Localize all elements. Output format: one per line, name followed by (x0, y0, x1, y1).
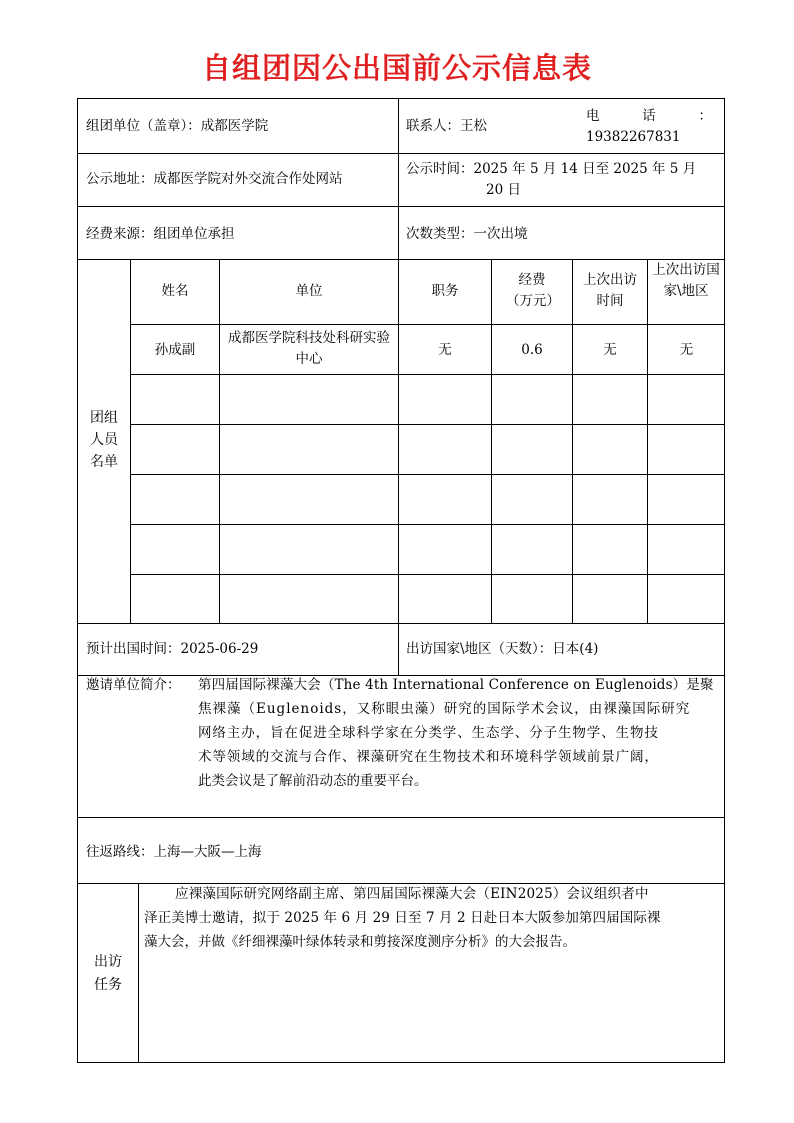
org-field (86, 115, 268, 137)
column-header-last-visit-time: 上次出访时间 (583, 272, 637, 309)
departure-date-value: 2025-06-29 (180, 641, 259, 657)
member-col-divider (130, 259, 131, 623)
route-label: 往返路线： (86, 844, 154, 860)
invitation-line: 术等领域的交流与合作、裸藻研究在生物技术和环境科学领域前景广阔， (198, 749, 659, 765)
col-divider (398, 98, 399, 259)
member-unit: 成都医学院科技处科研实验中心 (228, 330, 390, 367)
invitation-line: 第四届国际裸藻大会（The 4th International Conference on Euglenoids）是聚 (198, 677, 714, 693)
phone-label: 电 话 ： (586, 108, 712, 124)
mission-line: 应裸藻国际研究网络副主席、第四届国际裸藻大会（EIN2025）会议组织者中 (175, 886, 649, 902)
row-divider (77, 206, 725, 207)
column-header-name: 姓名 (161, 283, 189, 299)
member-name: 孙成副 (154, 342, 196, 358)
funding-label: 经费来源： (86, 226, 154, 242)
period-value-line2: 20 日 (486, 182, 521, 198)
address-value: 成都医学院对外交流合作处网站 (153, 171, 343, 187)
member-col-divider (219, 259, 220, 623)
invitation-line: 焦裸藻（Euglenoids，又称眼虫藻）研究的国际学术会议，由裸藻国际研究 (198, 701, 691, 717)
row-divider (77, 817, 725, 818)
departure-country-field (406, 638, 598, 660)
row-divider (77, 623, 725, 624)
invitation-line: 网络主办，旨在促进全球科学家在分类学、生态学、分子生物学、生物技 (198, 725, 659, 741)
mission-line: 泽正美博士邀请，拟于 2025 年 6 月 29 日至 7 月 2 日赴日本大阪参加第四届国际裸 (144, 910, 661, 926)
member-col-divider (647, 259, 648, 623)
org-value: 成都医学院 (200, 118, 269, 134)
departure-country-label: 出访国家\地区（天数）： (406, 641, 553, 657)
column-header-funds: 经费（万元） (506, 272, 560, 309)
trip-type-value: 一次出境 (473, 226, 528, 242)
invitation-label: 邀请单位简介： (86, 677, 181, 693)
contact-label: 联系人： (406, 118, 460, 134)
column-header-unit: 单位 (295, 283, 323, 299)
column-header-last-visit-country: 上次出访国家\地区 (652, 262, 720, 299)
col-divider (138, 883, 139, 1063)
column-header-position: 职务 (431, 283, 459, 299)
member-col-divider (491, 259, 492, 623)
trip-type-label: 次数类型： (406, 226, 474, 242)
period-value-line1: 2025 年 5 月 14 日至 2025 年 5 月 (473, 161, 697, 177)
period-label: 公示时间： (406, 161, 474, 177)
member-col-divider (572, 259, 573, 623)
col-divider (398, 623, 399, 675)
member-last-visit-time: 无 (603, 342, 617, 358)
member-position: 无 (438, 342, 452, 358)
contact-field (406, 115, 487, 137)
funding-field (86, 223, 235, 245)
row-divider (77, 153, 725, 154)
member-funds: 0.6 (521, 342, 543, 358)
departure-date-field (86, 638, 258, 660)
address-label: 公示地址： (86, 171, 154, 187)
page-title: 自组团因公出国前公示信息表 (201, 51, 592, 85)
member-col-divider (398, 259, 399, 623)
mission-line: 藻大会，并做《纤细裸藻叶绿体转录和剪接深度测序分析》的大会报告。 (144, 934, 576, 950)
mission-label: 出访任务 (94, 954, 122, 993)
invitation-line: 此类会议是了解前沿动态的重要平台。 (198, 773, 428, 789)
org-label: 组团单位（盖章）： (86, 118, 201, 134)
phone-value: 19382267831 (586, 129, 681, 145)
period-field (406, 158, 696, 180)
trip-type-field (406, 223, 528, 245)
member-last-visit-country: 无 (679, 342, 694, 358)
route-value: 上海—大阪—上海 (153, 844, 262, 860)
departure-date-label: 预计出国时间： (86, 641, 181, 657)
route-field (86, 841, 262, 863)
members-section-label: 团组人员名单 (90, 410, 118, 470)
address-field (86, 168, 343, 190)
funding-value: 组团单位承担 (153, 226, 235, 242)
contact-value: 王松 (460, 118, 487, 134)
departure-country-value: 日本(4) (552, 641, 599, 657)
row-divider (77, 259, 725, 260)
